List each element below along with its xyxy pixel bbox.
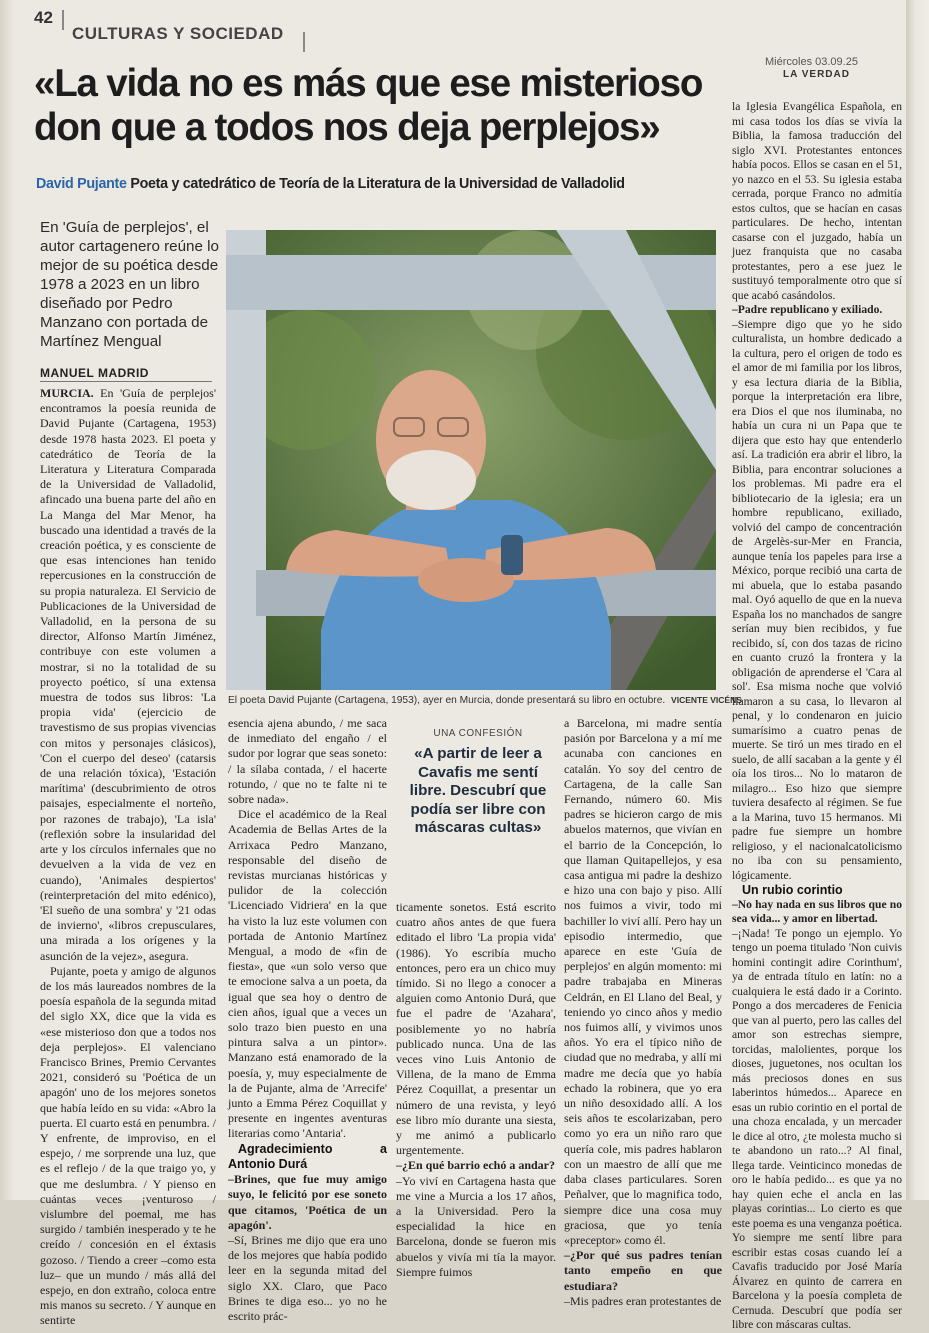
lead-text: En 'Guía de perplejos', el autor cartagenero reúne lo mejor de su poética desde 1978 a 2023 en un libro diseñado por Pedro Manzano con portada de Martínez Mengual (40, 219, 219, 350)
caption-text: El poeta David Pujante (Cartagena, 1953), ayer en Murcia, donde presentará su libro en octubre. (228, 695, 666, 706)
interview-question: –Brines, que fue muy amigo suyo, le felicitó por ese soneto que citamos, 'Poética de un apagón'. (228, 1172, 387, 1232)
interview-answer: –Sí, Brines me dijo que era uno de los mejores que había podido leer en la segunda mitad del siglo XX. Claro, que Paco Brines te diga eso... yo no he escrito prác- (228, 1232, 387, 1323)
dateline-city: MURCIA. (40, 386, 94, 400)
interview-question: –¿Por qué sus padres tenían tanto empeño en que estudiara? (564, 1248, 722, 1293)
interview-answer: –Siempre digo que yo he sido culturalista, un hombre dedicado a la cultura, pero el origen de todo es el amor de mi familia por los libros, y esa lectura diaria de la Biblia, porque la interpretación era libre, era Dios el que nos iluminaba, no había un cura ni un Papa que te dijera que esto hay que entenderlo así. La tradición era abrir el libro, la Biblia, para encontrar soluciones a los problemas. Mi padre era el bibliotecario de la iglesia; era un hombre republicano, exiliado, volvió del campo de concentración de Argelès-sur-Mer en Francia, aunque tenía los papeles para irse a México, porque recibió una carta de mi abuela, que lo estaba pasando mal. Oyó aquello de que en la nueva España los no manchados de sangre serían muy bien recibidos, y fue recibido, sí, con dos tazas de ricino en cuanto cruzó la frontera y la obligación de aprenderse el 'Cara al sol'. Esa misma noche que volvió llamaron a su casa, lo llevaron al penal, y lo condenaron en juicio sumarísimo a cuatro penas de muerte. Se tiró un mes tirado en el suelo, de allí sacaban a la gente y él oía los tiros... No lo mataron de milagro... Eso hizo que siempre tuviera desafecto al régimen. Se fue a la Marina, tuvo 15 hermanos. Mi padre fue siempre un hombre religioso, y el nacionalcatolicismo no iba con su pensamiento, lógicamente. (732, 317, 902, 882)
publication-name: LA VERDAD (783, 69, 850, 80)
paragraph: ticamente sonetos. Está escrito cuatro años antes de que fuera editado el libro 'La propia vida' (1986). Yo escribía mucho entonces, pero era un chico muy tímido. Si no llego a conocer a alguien como Antonio Durá, que fue el padre de 'Azahara', posiblemente yo no habría publicado nunca. Una de las veces vino Luis Antonio de Villena, de la mano de Emma Pérez Coquillat, a presentar un número de una revista, y leyó ese libro mío durante una siesta, y me animó a publicarlo urgentemente. (396, 900, 556, 1158)
issue-date: Miércoles 03.09.25 (765, 56, 858, 68)
headline-line-2: don que a todos nos deja perplejos» (34, 106, 660, 149)
subheading: Agradecimiento a Antonio Durá (228, 1141, 387, 1171)
photo-caption (228, 695, 742, 706)
page-edge-shadow (906, 0, 929, 1200)
byline (36, 176, 625, 192)
article-column-4 (564, 716, 722, 1308)
paragraph: esencia ajena abundo, / me saca de inmediato del engaño / el sudor por lograr que seas soneto: / la sílaba contada, / el hacerte rotundo, / que no te falte ni te sobre nada». (228, 716, 387, 807)
interview-question: –No hay nada en sus libros que no sea vida... y amor en libertad. (732, 897, 902, 925)
page-number: 42 (34, 8, 53, 27)
portrait-photo (226, 230, 716, 690)
subheading: Un rubio corintio (742, 883, 843, 897)
paragraph-text: En 'Guía de perplejos' encontramos la poesía reunida de David Pujante (Cartagena, 1953) desde 1978 hasta 2023. El poeta y catedrático de Teoría de la Literatura y Literatura Comparada de la Universidad de Valladolid, afincado una buena parte del año en La Manga del Mar Menor, ha buscado una identidad a través de la creación poética, y es consciente de que esas intenciones han tenido repercusiones en la construcción de su propia naturaleza. El Servicio de Publicaciones de la Universidad de Valladolid, en la persona de su director, Alfonso Martín Jiménez, contribuye con este volumen a mostrar, si no la totalidad de su proyecto poético, sí una extensa muestra de todos sus libros: 'La propia vida' (ejercicio de travestismo de sus propias vivencias con mitos y personajes clásicos), 'Con el cuerpo del deseo' (catarsis de una relación tóxica), 'Estación marítima' (descubrimiento de otros paisajes, especialmente el norteño, por razones de trabajo), 'La isla' (reflexión sobre la insularidad del arte y los círculos infernales que no devuelven a la vida de vez en cuando), 'Animales despiertos' (reinterpretación del mito edénico), 'El sueño de una sombra' y '21 odas de invierno', «libros crepusculares, una mirada a los orígenes y la asunción de la vejez», asegura. (40, 386, 216, 963)
interview-answer: –Mis padres eran protestantes de (564, 1293, 722, 1308)
byline-name: David Pujante (36, 176, 127, 192)
author-rule (40, 381, 212, 382)
interview-answer: –¡Nada! Te pongo un ejemplo. Yo tengo un poema titulado 'Non cuivis homini contingit adire Corinthum', ya de entrada título en latín: no a cualquiera le está dado ir a Corinto. Pongo a dos mercaderes de Fenicia que van al puerto, pero las calles del amor son estrechas siempre, torcidas, malolientes, porque los dioses, juguetones, nos ocultan los más preciosos dones en sus laberintos húmedos... Aparece en esas un rubio corintio en el portal de una choza encalada, y un mercader le dice al otro, ¿te molesta mucho si te abandono un rato...? Al final, llega tarde. Veinticinco monedas de oro le había pedido... es que ya no hay quien eche el ancla en las playas corintias... Lo cierto es que este poema es una venganza poética. Yo siempre me sentí libre para escribir estas cosas cuando leí a Cavafis traducido por José María Álvarez en quinto de carrera en Barcelona y la poesía completa de Cernuda. Descubrí que podía ser libre con máscaras cultas. (732, 926, 902, 1331)
page-left-shadow (0, 0, 14, 1200)
pull-quote-label: UNA CONFESIÓN (433, 728, 523, 739)
paragraph: Dice el académico de la Real Academia de Bellas Artes de la Arrixaca Pedro Manzano, responsable del diseño de revistas murcianas históricas y pulidor de la colección 'Licenciado Vidriera' en la que ha visto la luz este volumen con portada de Antonio Martínez Mengual, a modo de «fin de fiesta», que «un solo verso que te emocione salva a un poeta, da igual que sea hoy o dentro de cien años, igual que a veces un solo trazo bien puesto en una pintura salva a un pintor». Manzano está enamorado de la poesía, y, muy especialmente de la de Pujante, alma de 'Arrecife' junto a Emma Pérez Coquillat y presente en ingentes aventuras literarias como 'Antaria'. (228, 807, 387, 1141)
portrait-illustration (226, 230, 716, 690)
article-column-5 (732, 100, 902, 1331)
paragraph (40, 386, 216, 964)
photo-credit: VICENTE VICÉNS (671, 695, 742, 705)
header-divider (62, 10, 64, 30)
paragraph: a Barcelona, mi madre sentía pasión por Barcelona y a mí me acunaba con canciones en catalán. Yo soy del centro de Cartagena, de la calle San Fernando, número 60. Mis padres se hicieron cargo de mis abuelos maternos, que vivían en el barrio de la Concepción, lo que llaman Quitapellejos, y esa casa antigua mi padre la deshizo e hizo una con bajo y piso. Allí nos fuimos a vivir, todo mi bachiller lo viví allí. Pero hay un episodio intermedio, que aparece en este 'Guía de perplejos' en algún momento: mi padre trabajaba en Mineras Celdrán, en El Llano del Beal, y teniendo yo cinco años y medio nos fuimos allí, y vivimos unos años. Yo era el típico niño de ciudad que no medraba, y allí mi madre me decía que yo había echado la robinera, que yo era un niño desoxidado allí. A los seis años te escolarizaban, pero como yo era un niño raro que quería cole, mis padres hablaron con un maestro de allí que me daba clases particulares. Soren Peñalver, que lo magnifica todo, siempre dice una cosa muy graciosa, que yo tenía «preceptor» como él. (564, 716, 722, 1247)
headline-line-1: «La vida no es más que ese misterioso (34, 62, 703, 105)
byline-description: Poeta y catedrático de Teoría de la Literatura de la Universidad de Valladolid (130, 176, 625, 192)
article-column-2 (228, 716, 387, 1323)
pull-quote-text: «A partir de leer a Cavafis me sentí libre. Descubrí que podía ser libre con máscaras cultas» (409, 745, 547, 836)
pull-quote-box (402, 728, 554, 896)
author-name: MANUEL MADRID (40, 366, 149, 380)
header-divider-2 (303, 32, 305, 52)
interview-question: –¿En qué barrio echó a andar? (396, 1158, 556, 1173)
interview-answer: –Yo viví en Cartagena hasta que me vine a Murcia a los 17 años, a la Universidad. Pero la especialidad la hice en Barcelona, donde se fueron mis abuelos y vivía mi tía la mayor. Siempre fuimos (396, 1173, 556, 1279)
paragraph: Pujante, poeta y amigo de algunos de los más laureados nombres de la poesía española de la segunda mitad del siglo XX, dice que la vida es «ese misterioso don que a todos nos deja perplejos». El valenciano Francisco Brines, Premio Cervantes 2021, consideró su 'Poética de un apagón' uno de los mejores sonetos que había leído en su vida: «Abro la puerta. El cuarto está en penumbra. / Y enfrente, de improviso, en el espejo, / me sorprende una luz, que es el reflejo / de la que traigo yo, y que me deslumbra. / Y pienso en cuántas veces ¡venturoso / vislumbre del poemal, me has surgido / también inesperado y te he creído / concesión en el éxtasis gozoso. / Tiendo a creer –como esta luz– que un mundo / más allá del espejo, en don extraño, coloca entre mis manos su secreto. / Y aunque en sentirte (40, 963, 216, 1328)
section-name: CULTURAS Y SOCIEDAD (72, 24, 284, 43)
paragraph: la Iglesia Evangélica Española, en mi casa todos los días se vivía la Biblia, la famosa traducción del siglo XVI. Protestantes entonces había pocos. Ellos se casan en el 51, yo nazco en el 53. Su iglesia estaba cerrada, porque Franco no admitía estos cultos, que se hacían en casas particulares. De hecho, intentan casarse con el juzgado, había un juez franquista que no casaba protestantes, pero a ese juez le sustituyó temporalmente otro que sí que acabó casándolos. (732, 100, 902, 302)
article-column-1 (40, 386, 216, 1328)
article-column-3 (396, 900, 556, 1279)
interview-question: –Padre republicano y exiliado. (732, 303, 883, 316)
